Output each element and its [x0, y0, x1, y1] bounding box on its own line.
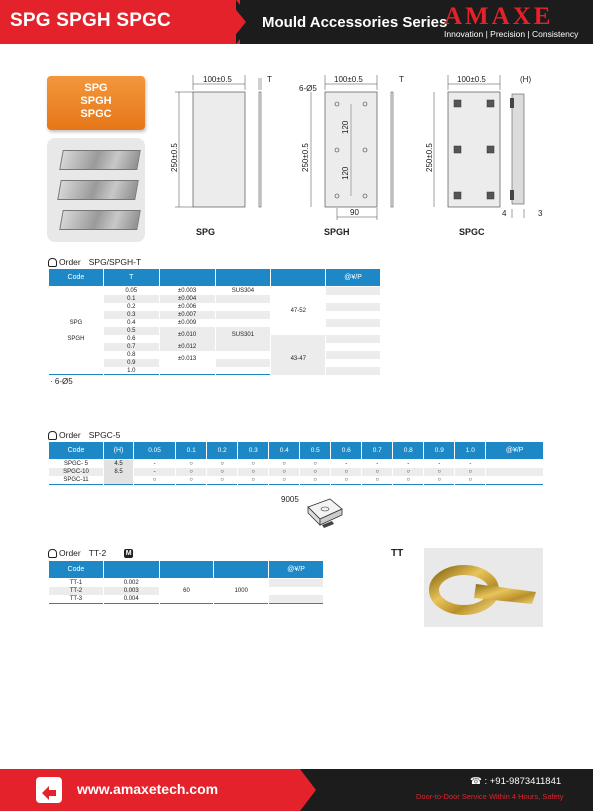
t-cell: 0.6	[103, 335, 159, 343]
t-cell: 0.002	[103, 579, 159, 588]
price-cell	[326, 367, 381, 375]
price-cell	[326, 359, 381, 367]
order1-note: · 6-Ø5	[50, 377, 73, 386]
t-col-header: 0.05	[134, 442, 176, 460]
phone-icon	[48, 549, 57, 558]
code-cell: TT-2	[49, 587, 104, 595]
availability-cell: ○	[269, 468, 300, 476]
order3-heading	[48, 548, 133, 558]
col-header: @¥/P	[326, 269, 381, 287]
code-cell: SPGC- 5	[49, 460, 104, 469]
spgh-t-dim: T	[399, 75, 404, 84]
tt-product-image	[424, 548, 543, 627]
price-cell	[326, 335, 381, 343]
order3-table	[48, 560, 324, 604]
table-row	[49, 468, 544, 476]
t-col-header: 1.0	[455, 442, 486, 460]
availability-cell: ○	[362, 476, 393, 485]
tol-cell: ±0.012	[159, 343, 215, 351]
brand-logo: AMAXE	[444, 3, 554, 30]
t-col-header: 0.5	[300, 442, 331, 460]
price-cell	[486, 468, 544, 476]
t-col-header: 0.8	[393, 442, 424, 460]
availability-cell: ○	[362, 468, 393, 476]
t-col-header: 0.9	[424, 442, 455, 460]
tol-cell: ±0.009	[159, 319, 215, 327]
part-9005-image	[300, 495, 350, 535]
code-cell: SPGC-10	[49, 468, 104, 476]
spg-t-dim: T	[267, 75, 272, 84]
code-cell: SPGC-11	[49, 476, 104, 485]
availability-cell: ○	[207, 460, 238, 469]
material-badge: M	[125, 549, 132, 557]
availability-cell: ○	[393, 476, 424, 485]
hardness-cell: 43-47	[271, 343, 326, 375]
spgh-height-dim: 250±0.5	[301, 143, 310, 172]
t-cell: 0.3	[103, 311, 159, 319]
availability-cell: ○	[331, 468, 362, 476]
spg-drawing	[165, 72, 285, 222]
price-cell	[486, 476, 544, 485]
order-code: SPGC-5	[88, 430, 121, 440]
availability-cell: -	[134, 460, 176, 469]
col-header	[103, 561, 159, 579]
availability-cell: ○	[393, 468, 424, 476]
order-label: Order	[59, 548, 81, 558]
material-cell	[215, 303, 271, 311]
order1-table	[48, 268, 381, 375]
mid-b-cell: 1000	[214, 579, 269, 604]
col-header: @¥/P	[269, 561, 324, 579]
product-photo	[47, 138, 145, 242]
availability-cell: ○	[238, 468, 269, 476]
availability-cell: ○	[238, 476, 269, 485]
tag-line: SPGH	[80, 95, 112, 107]
price-cell	[269, 595, 324, 604]
spgh-width-dim: 100±0.5	[334, 75, 363, 84]
t-cell: 0.9	[103, 359, 159, 367]
pointer-icon	[36, 777, 62, 803]
spgc-b1-dim: 4	[502, 209, 507, 218]
t-col-header: 0.7	[362, 442, 393, 460]
availability-cell: ○	[300, 460, 331, 469]
spgh-pitch-b: 120	[341, 166, 350, 180]
order-label: Order	[59, 430, 81, 440]
material-cell: SUS304	[215, 287, 271, 296]
price-cell	[326, 287, 381, 296]
tol-cell: ±0.010	[159, 327, 215, 343]
col-header	[214, 561, 269, 579]
price-cell	[326, 327, 381, 335]
material-cell	[215, 295, 271, 303]
material-cell	[215, 343, 271, 351]
price-cell	[326, 319, 381, 327]
t-cell: 0.1	[103, 295, 159, 303]
t-cell: 0.2	[103, 303, 159, 311]
price-cell	[326, 295, 381, 303]
availability-cell: -	[455, 460, 486, 469]
material-cell	[215, 311, 271, 319]
code-cell: TT-1	[49, 579, 104, 588]
tag-line: SPGC	[80, 108, 112, 120]
order1-heading	[48, 257, 141, 267]
tol-cell: ±0.013	[159, 351, 215, 367]
col-header	[159, 561, 214, 579]
spgc-width-dim: 100±0.5	[457, 75, 486, 84]
col-header: T	[103, 269, 159, 287]
plate-image	[59, 150, 141, 170]
spgc-b2-dim: 3	[538, 209, 543, 218]
tol-cell	[159, 367, 215, 375]
header-arrow	[228, 0, 246, 44]
code-cell: TT-3	[49, 595, 104, 604]
h-cell: 8.5	[104, 468, 134, 476]
order-label: Order	[59, 257, 81, 267]
spgh-drawing	[295, 72, 420, 222]
plate-image	[57, 180, 139, 200]
availability-cell: -	[362, 460, 393, 469]
code-cell	[49, 287, 104, 376]
col-header: Code	[49, 442, 104, 460]
tol-cell: ±0.006	[159, 303, 215, 311]
t-cell: 0.003	[103, 587, 159, 595]
tt-caption: TT	[391, 548, 404, 559]
availability-cell: ○	[269, 476, 300, 485]
col-header	[215, 269, 271, 287]
order2-table	[48, 441, 544, 485]
phone-icon	[48, 258, 57, 267]
t-col-header: 0.4	[269, 442, 300, 460]
hardness-cell: 47-52	[271, 287, 326, 336]
availability-cell: ○	[331, 476, 362, 485]
t-cell: 0.5	[103, 327, 159, 335]
availability-cell: ○	[134, 476, 176, 485]
price-cell	[326, 303, 381, 311]
code-spg: SPG	[69, 320, 83, 326]
mid-a-cell: 60	[159, 579, 214, 604]
phone-icon	[48, 431, 57, 440]
t-cell: 0.004	[103, 595, 159, 604]
material-cell	[215, 359, 271, 367]
h-cell: 4.5	[104, 460, 134, 469]
product-tag	[47, 76, 145, 130]
spgc-caption: SPGC	[459, 227, 485, 237]
spg-width-dim: 100±0.5	[203, 75, 232, 84]
availability-cell: -	[393, 460, 424, 469]
brand-tagline: Innovation | Precision | Consistency	[444, 29, 579, 39]
tol-cell: ±0.003	[159, 287, 215, 296]
availability-cell: ○	[455, 468, 486, 476]
hardness-cell	[271, 335, 326, 343]
availability-cell: ○	[269, 460, 300, 469]
material-cell	[215, 351, 271, 359]
col-header: Code	[49, 269, 104, 287]
availability-cell: ○	[424, 468, 455, 476]
t-col-header: 0.2	[207, 442, 238, 460]
spgc-h-dim: (H)	[520, 75, 532, 84]
availability-cell: ○	[207, 476, 238, 485]
code-spgh: SPGH	[67, 336, 85, 342]
h-cell	[104, 476, 134, 485]
col-header: Code	[49, 561, 104, 579]
t-cell: 0.7	[103, 343, 159, 351]
availability-cell: ○	[455, 476, 486, 485]
table-row	[49, 476, 544, 485]
spgc-height-dim: 250±0.5	[425, 143, 434, 172]
t-col-header: 0.6	[331, 442, 362, 460]
price-cell	[326, 311, 381, 319]
availability-cell: ○	[176, 460, 207, 469]
availability-cell: ○	[176, 468, 207, 476]
availability-cell: ○	[300, 476, 331, 485]
page-title: SPG SPGH SPGC	[10, 10, 171, 31]
t-cell: 1.0	[103, 367, 159, 375]
part-label: 9005	[281, 495, 299, 504]
spg-height-dim: 250±0.5	[170, 143, 179, 172]
t-col-header: 0.1	[176, 442, 207, 460]
availability-cell: ○	[300, 468, 331, 476]
order-code: TT-2	[88, 548, 107, 558]
col-header: @¥/P	[486, 442, 544, 460]
availability-cell: ○	[176, 476, 207, 485]
table-row	[49, 460, 544, 469]
plate-image	[59, 210, 141, 230]
series-title: Mould Accessories Series	[262, 14, 448, 31]
order-code: SPG/SPGH-T	[88, 257, 142, 267]
footer-phone: ☎ : +91-9873411841	[470, 776, 562, 787]
spgc-drawing	[420, 72, 550, 222]
price-cell	[326, 351, 381, 359]
price-cell	[269, 579, 324, 588]
spgh-caption: SPGH	[324, 227, 350, 237]
page-header	[0, 0, 593, 44]
tag-line: SPG	[84, 82, 108, 94]
website-link[interactable]: www.amaxetech.com	[77, 781, 219, 797]
price-cell	[269, 587, 324, 595]
spgh-pitch-a: 120	[341, 120, 350, 134]
tol-cell: ±0.004	[159, 295, 215, 303]
availability-cell: -	[134, 468, 176, 476]
footer-arrow	[300, 769, 316, 811]
t-cell: 0.8	[103, 351, 159, 359]
spgh-bottom-dim: 90	[350, 208, 359, 217]
price-cell	[326, 343, 381, 351]
t-col-header: 0.3	[238, 442, 269, 460]
col-header	[271, 269, 326, 287]
spgh-holes-dim: 6-Ø5	[299, 84, 317, 93]
availability-cell: -	[331, 460, 362, 469]
tol-cell: ±0.007	[159, 311, 215, 319]
availability-cell: -	[424, 460, 455, 469]
availability-cell: ○	[424, 476, 455, 485]
footer-service: Door-to-Door Service Within 4 Hours, Safety	[416, 792, 564, 801]
t-cell: 0.4	[103, 319, 159, 327]
price-cell	[486, 460, 544, 469]
material-cell	[215, 319, 271, 327]
availability-cell: ○	[238, 460, 269, 469]
material-cell: SUS301	[215, 327, 271, 343]
spg-caption: SPG	[196, 227, 216, 237]
col-header: (H)	[104, 442, 134, 460]
t-cell: 0.05	[103, 287, 159, 296]
material-cell	[215, 367, 271, 375]
order2-heading	[48, 430, 120, 440]
availability-cell: ○	[207, 468, 238, 476]
col-header	[159, 269, 215, 287]
